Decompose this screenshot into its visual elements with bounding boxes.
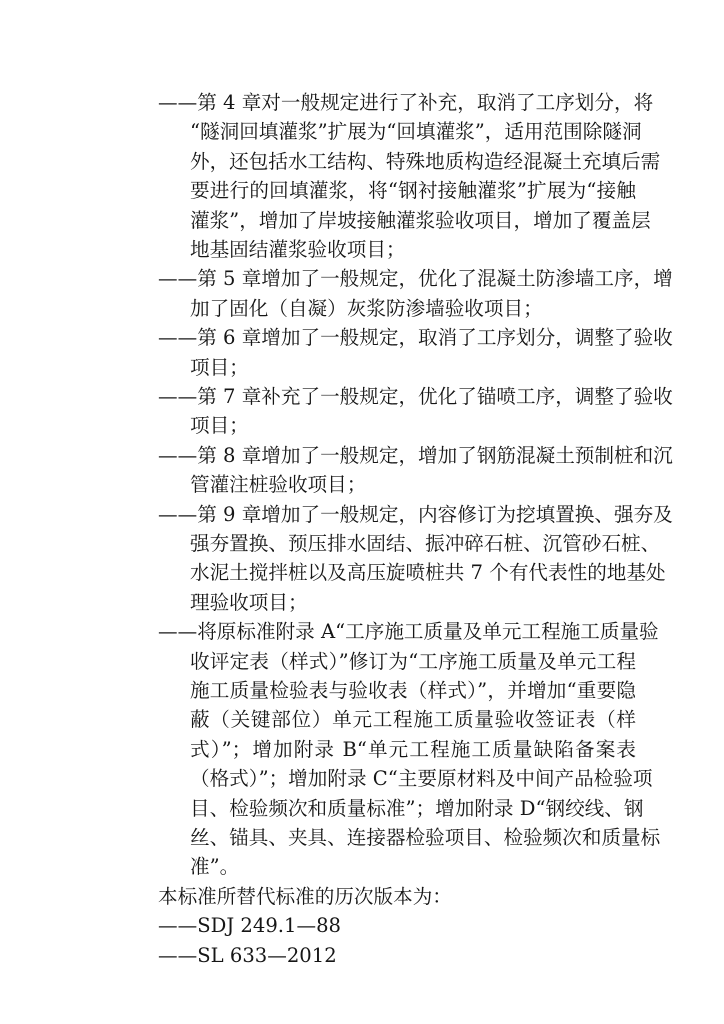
text-line: ——第 4 章对一般规定进行了补充，取消了工序划分，将 [158,91,654,114]
text-line: 蔽（关键部位）单元工程施工质量验收签证表（样 [190,708,636,732]
text-line: 丝、锚具、夹具、连接器检验项目、检验频次和质量标 [190,826,661,849]
text-line: ——第 6 章增加了一般规定，取消了工序划分，调整了验收 [158,326,673,350]
text-line: 项目； [190,355,249,379]
text-line: 外，还包括水工结构、特殊地质构造经混凝土充填后需 [190,149,661,173]
text-line: ——第 5 章增加了一般规定，优化了混凝土防渗墙工序，增 [158,267,673,291]
text-line: 本标准所替代标准的历次版本为： [158,884,452,908]
text-line: 准”。 [190,855,240,879]
text-line: ——SL 633—2012 [158,943,337,967]
text-line: 水泥土搅拌桩以及高压旋喷桩共 7 个有代表性的地基处 [190,561,666,585]
text-line: 收评定表（样式）”修订为“工序施工质量及单元工程 [190,649,636,673]
text-line: 目、检验频次和质量标准”；增加附录 D“钢绞线、钢 [190,796,644,820]
text-line: ——第 8 章增加了一般规定，增加了钢筋混凝土预制桩和沉 [158,443,673,467]
text-line: ——SDJ 249.1—88 [158,914,342,938]
text-line: 加了固化（自凝）灰浆防渗墙验收项目； [190,296,543,320]
text-line: 理验收项目； [190,590,308,614]
text-line: 施工质量检验表与验收表（样式）”，并增加“重要隐 [190,679,636,702]
text-line: 强夯置换、预压排水固结、振冲碎石桩、沉管砂石桩、 [190,532,661,555]
text-line: 要进行的回填灌浆，将“钢衬接触灌浆”扩展为“接触 [190,179,636,203]
text-line: ——第 7 章补充了一般规定，优化了锚喷工序，调整了验收 [158,385,673,408]
text-line: 式）”；增加附录 B“单元工程施工质量缺陷备案表 [190,737,636,761]
text-line: 项目； [190,414,249,438]
text-line: ——将原标准附录 A“工序施工质量及单元工程施工质量验 [158,620,659,644]
text-line: “隧洞回填灌浆”扩展为“回填灌浆”，适用范围除隧洞 [190,120,642,144]
text-line: 管灌注桩验收项目； [190,473,367,497]
text-line: 灌浆”，增加了岸坡接触灌浆验收项目，增加了覆盖层 [190,208,651,232]
text-line: 地基固结灌浆验收项目； [190,238,406,261]
text-line: （格式）”；增加附录 C“主要原材料及中间产品检验项 [190,767,653,791]
text-line: ——第 9 章增加了一般规定，内容修订为挖填置换、强夯及 [158,502,673,526]
